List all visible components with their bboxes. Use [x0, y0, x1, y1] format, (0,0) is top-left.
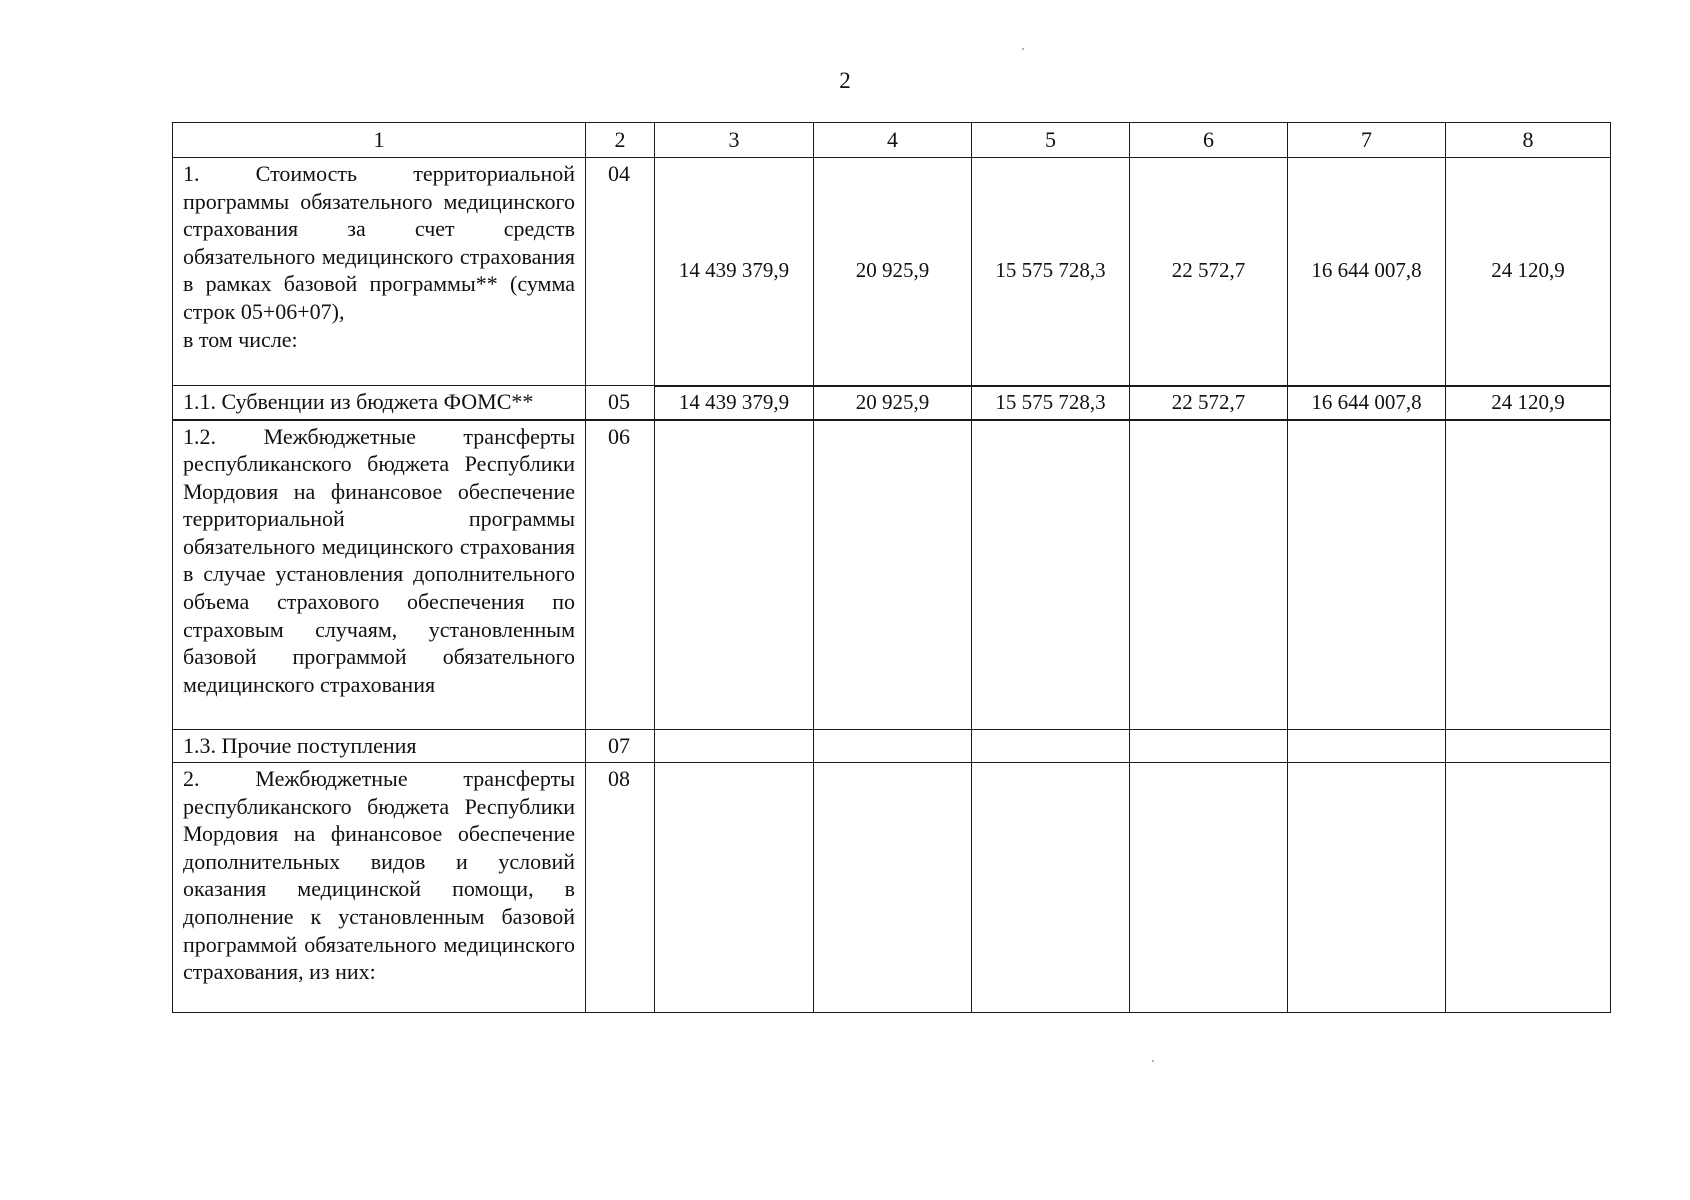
value-cell — [655, 763, 814, 1013]
value-cell: 14 439 379,9 — [655, 158, 814, 386]
value-cell: 24 120,9 — [1446, 158, 1611, 386]
value-cell: 22 572,7 — [1130, 386, 1288, 420]
value-cell — [1288, 730, 1446, 763]
value-cell: 16 644 007,8 — [1288, 386, 1446, 420]
column-number: 1 — [173, 123, 586, 158]
value-cell — [1446, 420, 1611, 730]
value-cell — [1130, 730, 1288, 763]
column-number: 6 — [1130, 123, 1288, 158]
row-label — [173, 158, 586, 386]
table-header-row — [173, 123, 1611, 158]
value-cell — [655, 730, 814, 763]
value-cell — [1288, 763, 1446, 1013]
value-cell: 15 575 728,3 — [972, 158, 1130, 386]
value-cell: 14 439 379,9 — [655, 386, 814, 420]
page-number: 2 — [839, 68, 851, 93]
value-cell: 20 925,9 — [814, 386, 972, 420]
row-label-text: 1. Стоимость территориальной программы обязательного медицинского страхования за счет средств обязательного медицинского страхования в рамках базовой программы** (сумма строк 05+06+07), — [183, 161, 575, 324]
table-row — [173, 158, 1611, 386]
value-cell: 22 572,7 — [1130, 158, 1288, 386]
scan-speck — [1022, 48, 1024, 50]
row-code: 05 — [586, 386, 655, 420]
table-row — [173, 730, 1611, 763]
value-cell — [1446, 763, 1611, 1013]
value-cell — [1130, 763, 1288, 1013]
row-label: 1.1. Субвенции из бюджета ФОМС** — [173, 386, 586, 420]
row-label: 1.2. Межбюджетные трансферты республиканского бюджета Республики Мордовия на финансовое обеспечение территориальной программы обязательного медицинского страхования в случае установления дополнительного объема страхового обеспечения по страховым случаям, установленным базовой программой обязательного медицинского страхования — [173, 420, 586, 730]
row-sublabel-text: в том числе: — [183, 326, 298, 352]
value-cell — [972, 763, 1130, 1013]
column-number: 8 — [1446, 123, 1611, 158]
value-cell — [972, 420, 1130, 730]
value-cell — [1446, 730, 1611, 763]
column-number: 7 — [1288, 123, 1446, 158]
value-cell — [972, 730, 1130, 763]
value-cell: 20 925,9 — [814, 158, 972, 386]
row-code: 08 — [586, 763, 655, 1013]
table-row — [173, 763, 1611, 1013]
row-code: 04 — [586, 158, 655, 386]
scan-speck — [1152, 1060, 1154, 1062]
row-label: 1.3. Прочие поступления — [173, 730, 586, 763]
row-label: 2. Межбюджетные трансферты республиканского бюджета Республики Мордовия на финансовое обеспечение дополнительных видов и условий оказания медицинской помощи, в дополнение к установленным базовой программой обязательного медицинского страхования, из них: — [173, 763, 586, 1013]
column-number: 2 — [586, 123, 655, 158]
table-row — [173, 420, 1611, 730]
column-number: 4 — [814, 123, 972, 158]
value-cell — [655, 420, 814, 730]
column-number: 5 — [972, 123, 1130, 158]
row-code: 06 — [586, 420, 655, 730]
value-cell — [814, 730, 972, 763]
value-cell: 16 644 007,8 — [1288, 158, 1446, 386]
column-number: 3 — [655, 123, 814, 158]
value-cell — [1288, 420, 1446, 730]
value-cell: 24 120,9 — [1446, 386, 1611, 420]
value-cell — [1130, 420, 1288, 730]
table-row — [173, 386, 1611, 420]
value-cell — [814, 420, 972, 730]
financial-table — [172, 122, 1611, 1013]
value-cell — [814, 763, 972, 1013]
row-code: 07 — [586, 730, 655, 763]
value-cell: 15 575 728,3 — [972, 386, 1130, 420]
